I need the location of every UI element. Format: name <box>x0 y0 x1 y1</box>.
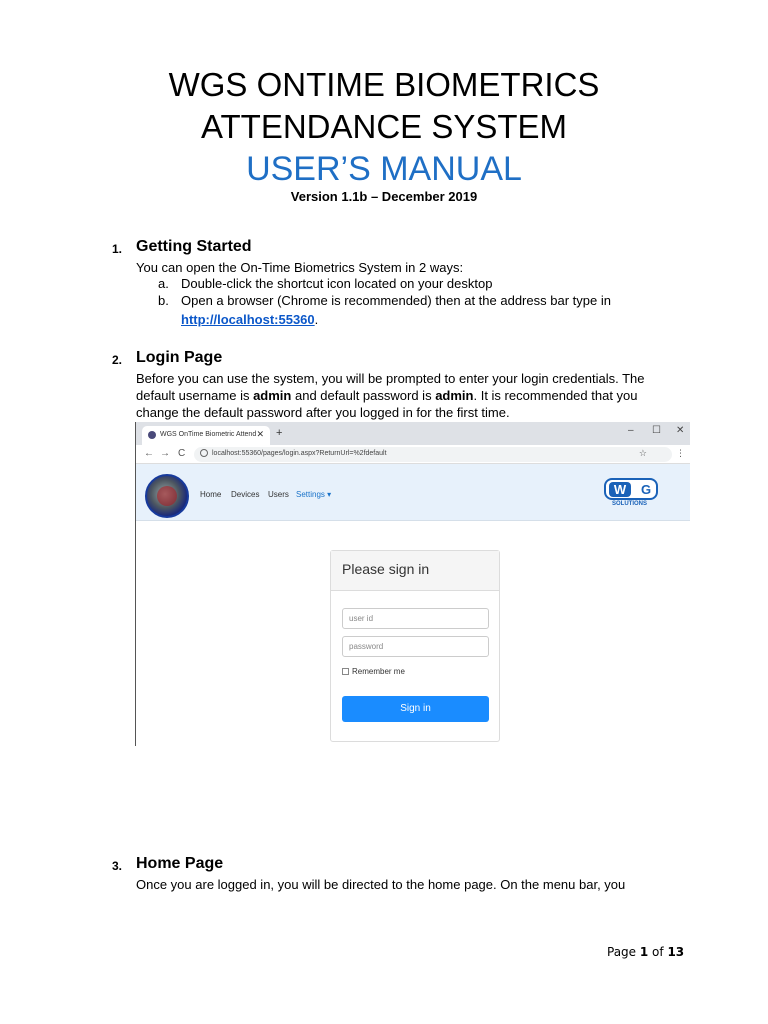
bookmark-star-icon[interactable]: ☆ <box>638 448 647 458</box>
section-1-number: 1. <box>112 242 123 256</box>
list-item-marker: a. <box>158 276 169 291</box>
checkbox-icon[interactable] <box>342 668 349 675</box>
nav-devices[interactable]: Devices <box>231 490 260 499</box>
section-1-intro: You can open the On-Time Biometrics System in 2 ways: <box>136 260 464 275</box>
section-1-title: Getting Started <box>136 238 252 255</box>
nav-users[interactable]: Users <box>268 490 289 499</box>
password-value: admin <box>435 388 474 403</box>
app-logo <box>145 474 189 518</box>
info-icon <box>200 449 208 457</box>
back-icon[interactable]: ← <box>144 448 154 459</box>
reload-icon[interactable]: C <box>178 448 186 459</box>
text-run: default username is <box>136 388 254 403</box>
document-title-line-1: WGS ONTIME BIOMETRICS <box>168 66 600 103</box>
username-value: admin <box>253 388 292 403</box>
list-item-text: Double-click the shortcut icon located on your desktop <box>181 276 493 291</box>
forward-icon[interactable]: → <box>160 448 170 459</box>
logo-emblem <box>157 486 177 506</box>
text-run: . It is recommended that you <box>473 388 638 403</box>
localhost-link[interactable]: http://localhost:55360 <box>181 312 315 327</box>
remember-me-label: Remember me <box>352 667 405 676</box>
wg-logo-frame <box>604 478 658 500</box>
password-input[interactable]: password <box>342 636 489 657</box>
page-of-label: of <box>648 945 668 959</box>
remember-me-checkbox[interactable] <box>342 667 405 676</box>
wg-logo-w: W <box>609 482 631 497</box>
wg-solutions-logo <box>604 478 670 510</box>
section-3-title: Home Page <box>136 855 224 872</box>
url-text: localhost:55360/pages/login.aspx?ReturnUrl=%2fdefault <box>212 450 387 457</box>
localhost-link-line <box>181 312 318 327</box>
list-item-text: Open a browser (Chrome is recommended) then at the address bar type in <box>181 293 611 308</box>
minimize-icon[interactable]: – <box>628 425 634 436</box>
menu-kebab-icon[interactable]: ⋮ <box>676 448 685 458</box>
section-3-para: Once you are logged in, you will be directed to the home page. On the menu bar, you <box>136 877 626 892</box>
list-item-marker: b. <box>158 293 169 308</box>
section-2-number: 2. <box>112 353 123 367</box>
maximize-icon[interactable]: ☐ <box>652 425 661 436</box>
document-subtitle: USER’S MANUAL <box>246 150 522 188</box>
sign-in-button[interactable]: Sign in <box>342 696 489 722</box>
nav-home[interactable]: Home <box>200 490 222 499</box>
login-card <box>330 550 500 742</box>
address-bar <box>136 445 690 464</box>
close-window-icon[interactable]: ✕ <box>676 425 685 436</box>
login-heading: Please sign in <box>331 551 499 591</box>
login-screenshot <box>135 422 690 746</box>
page-label: Page <box>607 945 640 959</box>
section-2-para-line-1: Before you can use the system, you will be prompted to enter your login credentials. The <box>136 371 645 386</box>
text-run: and default password is <box>291 388 436 403</box>
new-tab-icon[interactable]: + <box>276 427 283 439</box>
nav-settings[interactable]: Settings ▾ <box>296 490 332 499</box>
document-title-line-2: ATTENDANCE SYSTEM <box>200 108 568 145</box>
userid-input[interactable]: user id <box>342 608 489 629</box>
version-line: Version 1.1b – December 2019 <box>290 189 478 204</box>
tab-title: WGS OnTime Biometric Attend <box>160 431 257 438</box>
favicon-icon <box>148 431 156 439</box>
current-page: 1 <box>639 945 649 959</box>
section-2-para-line-2 <box>136 387 696 404</box>
wg-logo-subtext: SOLUTIONS <box>612 501 648 507</box>
page-number <box>607 945 684 959</box>
close-tab-icon[interactable]: ✕ <box>256 429 264 439</box>
link-suffix: . <box>314 312 319 327</box>
total-pages: 13 <box>667 945 685 959</box>
section-2-para-line-3: change the default password after you logged in for the first time. <box>136 405 510 420</box>
browser-tab-bar <box>136 422 690 445</box>
url-input[interactable] <box>194 447 672 462</box>
section-2-title: Login Page <box>136 349 223 366</box>
wg-logo-g: G <box>640 482 652 497</box>
section-3-number: 3. <box>112 859 123 873</box>
browser-tab[interactable] <box>142 426 270 445</box>
